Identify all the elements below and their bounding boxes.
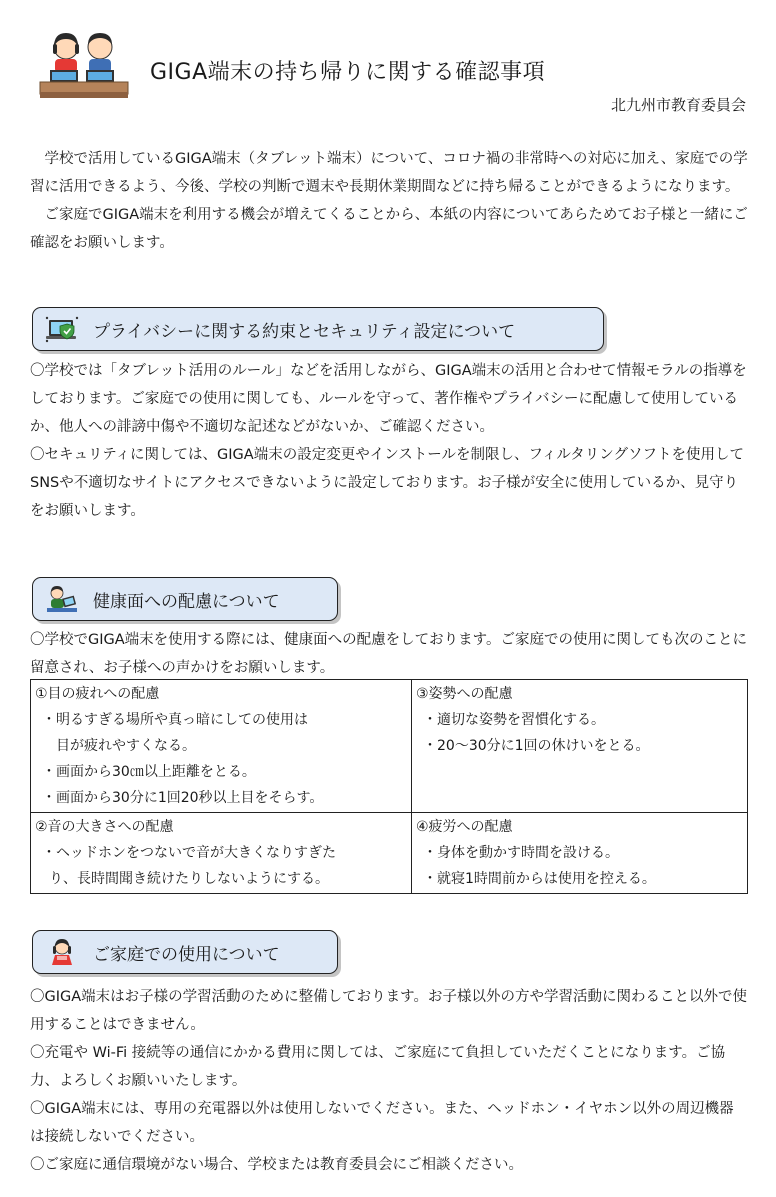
home-use-paragraph: 〇GIGA端末はお子様の学習活動のために整備しております。お子様以外の方や学習活動に関わること以外で使用することはできません。 bbox=[30, 989, 748, 1033]
privacy-text bbox=[30, 357, 748, 525]
table-row bbox=[31, 680, 748, 813]
cell-item-continued: り、長時間聞き続けたりしないようにする。 bbox=[49, 871, 329, 887]
cell-title: ②音の大きさへの配慮 bbox=[35, 819, 174, 835]
cell-item: ・画面から30㎝以上距離をとる。 bbox=[42, 764, 256, 780]
cell-item: ・身体を動かす時間を設ける。 bbox=[423, 845, 619, 861]
cell-title: ①目の疲れへの配慮 bbox=[35, 686, 160, 702]
health-intro bbox=[30, 626, 748, 682]
cell-title: ④疲労への配慮 bbox=[416, 819, 513, 835]
cell-item: ・適切な姿勢を習慣化する。 bbox=[423, 712, 605, 728]
section-heading-label: プライバシーに関する約束とセキュリティ設定について bbox=[93, 321, 516, 342]
girl-icon bbox=[45, 937, 79, 967]
cell-item: ・20～30分に1回の休けいをとる。 bbox=[423, 738, 650, 754]
cell-item: ・ヘッドホンをつないで音が大きくなりすぎた bbox=[42, 845, 336, 861]
table-row bbox=[31, 813, 748, 894]
page-title: GIGA端末の持ち帰りに関する確認事項 bbox=[150, 60, 546, 85]
child-at-desk-icon bbox=[45, 584, 79, 614]
health-care-table bbox=[30, 679, 748, 894]
section-heading-label: 健康面への配慮について bbox=[93, 591, 280, 612]
security-paragraph: 〇セキュリティに関しては、GIGA端末の設定変更やインストールを制限し、フィルタリングソフトを使用してSNSや不適切なサイトにアクセスできないように設定しております。お子様が安全に使用しているか、見守りをお願いします。 bbox=[30, 447, 744, 519]
cell-title: ③姿勢への配慮 bbox=[416, 686, 513, 702]
home-use-text bbox=[30, 983, 748, 1179]
intro-paragraph: 学校で活用しているGIGA端末（タブレット端末）について、コロナ禍の非常時への対応に加え、家庭での学習に活用できるよう、今後、学校の判断で週末や長期休業期間などに持ち帰ることができるようになります。 bbox=[30, 151, 748, 195]
table-cell-sound bbox=[31, 813, 412, 894]
cell-item: ・明るすぎる場所や真っ暗にしての使用は bbox=[42, 712, 308, 728]
table-cell-fatigue bbox=[412, 813, 748, 894]
home-use-paragraph: 〇充電や Wi-Fi 接続等の通信にかかる費用に関しては、ご家庭にて負担していただくことになります。ご協力、よろしくお願いいたします。 bbox=[30, 1045, 726, 1089]
section-heading-health bbox=[32, 577, 338, 621]
section-heading-label: ご家庭での使用について bbox=[93, 944, 280, 965]
table-cell-posture bbox=[412, 680, 748, 813]
section-heading-privacy bbox=[32, 307, 604, 351]
laptop-shield-icon bbox=[45, 314, 79, 344]
table-cell-eyes bbox=[31, 680, 412, 813]
intro-text bbox=[30, 145, 748, 257]
section-heading-home-use bbox=[32, 930, 338, 974]
cell-item-continued: 目が疲れやすくなる。 bbox=[56, 738, 196, 754]
privacy-paragraph: 〇学校では「タブレット活用のルール」などを活用しながら、GIGA端末の活用と合わせて情報モラルの指導をしております。ご家庭での使用に関しても、ルールを守って、著作権やプライバシーに配慮して使用しているか、他人への誹謗中傷や不適切な記述などがないか、ご確認ください。 bbox=[30, 363, 747, 435]
cell-item: ・画面から30分に1回20秒以上目をそらす。 bbox=[42, 790, 324, 806]
intro-paragraph: ご家庭でGIGA端末を利用する機会が増えてくることから、本紙の内容についてあらためてお子様と一緒にご確認をお願いします。 bbox=[30, 207, 748, 251]
health-intro-paragraph: 〇学校でGIGA端末を使用する際には、健康面への配慮をしております。ご家庭での使用に関しても次のことに留意され、お子様への声かけをお願いします。 bbox=[30, 632, 748, 676]
issuer-name: 北九州市教育委員会 bbox=[610, 96, 746, 114]
home-use-paragraph: 〇ご家庭に通信環境がない場合、学校または教育委員会にご相談ください。 bbox=[30, 1157, 523, 1173]
home-use-paragraph: 〇GIGA端末には、専用の充電器以外は使用しないでください。また、ヘッドホン・イヤホン以外の周辺機器は接続しないでください。 bbox=[30, 1101, 734, 1145]
cell-item: ・就寝1時間前からは使用を控える。 bbox=[423, 871, 656, 887]
students-with-tablets-icon bbox=[38, 30, 130, 100]
